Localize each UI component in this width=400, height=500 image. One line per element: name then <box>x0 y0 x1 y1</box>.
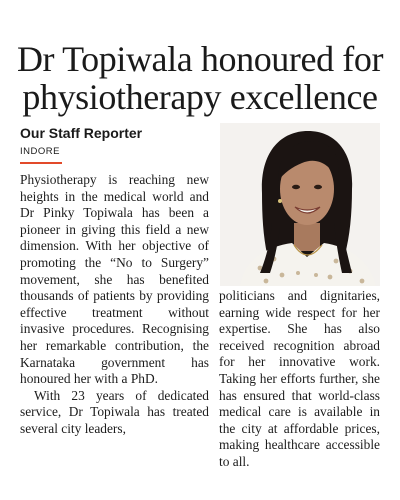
headline-line-1: Dr Topiwala honoured for <box>16 39 384 79</box>
article-column-2 <box>219 288 380 471</box>
article-column-1 <box>20 172 209 438</box>
dateline-underline <box>20 162 62 164</box>
column-2-paragraph-1: politicians and dignitaries, earning wide respect for her expertise. She has also received recognition abroad for her innovative work. Taking her efforts further, she has ensured that world-class medical care is available in the city at affordable prices, making healthcare accessible to all. <box>219 288 380 469</box>
headline-line-2: physiotherapy excellence <box>22 77 378 117</box>
column-1-paragraph-1: Physiotherapy is reaching new heights in the medical world and Dr Pinky Topiwala has been a pioneer in giving this field a new dimension. With her objective of promoting the “No to Surgery” movement, she has benefited thousands of patients by providing effective treatment without invasive procedures. Recognising her remarkable contribution, the Karnataka government has honoured her with a PhD. <box>20 172 209 387</box>
portrait-photo <box>220 123 380 286</box>
article-headline <box>0 40 400 116</box>
byline: Our Staff Reporter <box>20 125 143 141</box>
column-1-paragraph-2: With 23 years of dedicated service, Dr Topiwala has treated several city leaders, <box>20 387 209 436</box>
dateline-location: INDORE <box>20 146 60 157</box>
portrait-illustration <box>220 123 380 286</box>
